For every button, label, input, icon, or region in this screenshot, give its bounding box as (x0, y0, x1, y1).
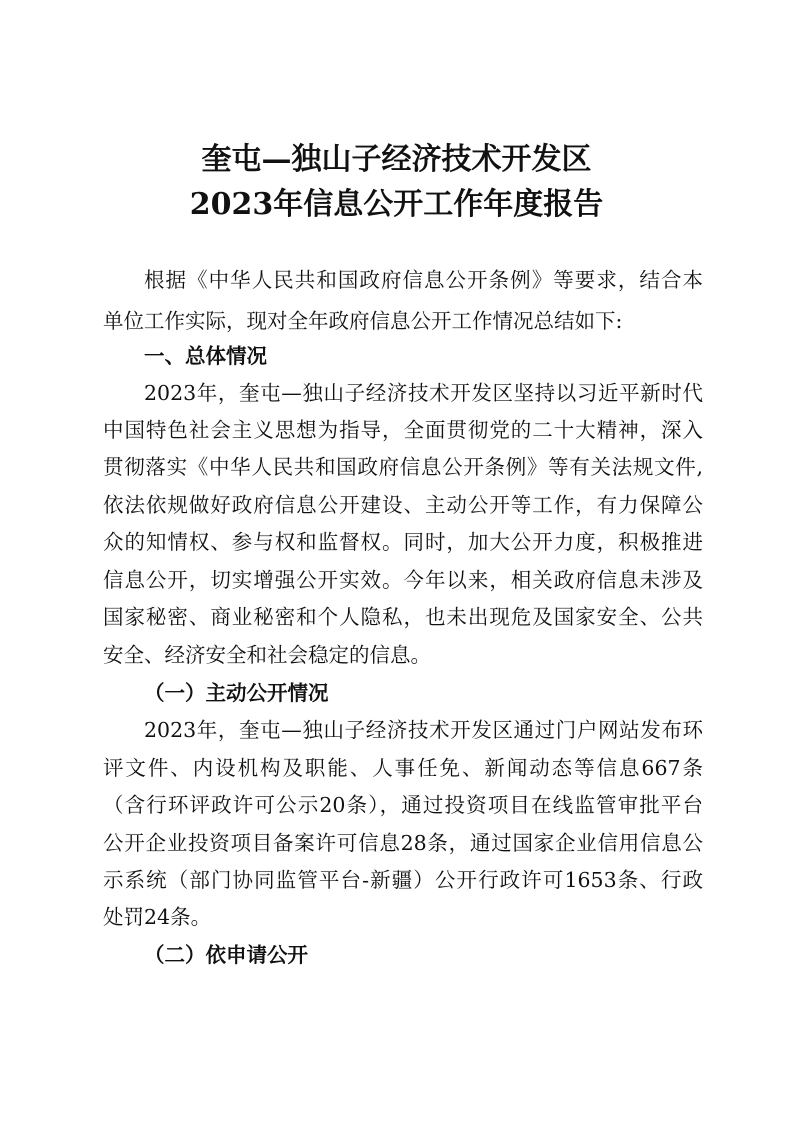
paragraph-line: 依法依规做好政府信息公开建设、主动公开等工作，有力保障公 (103, 493, 703, 517)
report-title-line-1: 奎屯—独山子经济技术开发区 (201, 142, 592, 177)
paragraph-line: 信息公开，切实增强公开实效。今年以来，相关政府信息未涉及 (103, 568, 703, 592)
paragraph-line: 国家秘密、商业秘密和个人隐私，也未出现危及国家安全、公共 (103, 605, 703, 629)
intro-line: 单位工作实际，现对全年政府信息公开工作情况总结如下: (103, 309, 623, 333)
paragraph-line: 示系统（部门协同监管平台-新疆）公开行政许可1653条、行政 (103, 868, 703, 892)
subsection-heading-proactive: （一）主动公开情况 (144, 681, 329, 705)
paragraph-line: 处罚24条。 (103, 905, 212, 929)
paragraph-line: 众的知情权、参与权和监督权。同时，加大公开力度，积极推进 (103, 530, 703, 554)
subsection-heading-on-request: （二）依申请公开 (144, 943, 308, 967)
intro-line: 根据《中华人民共和国政府信息公开条例》等要求，结合本 (144, 268, 703, 292)
paragraph-line: 2023年，奎屯—独山子经济技术开发区通过门户网站发布环 (144, 718, 703, 742)
paragraph-line: 贯彻落实《中华人民共和国政府信息公开条例》等有关法规文件, (103, 455, 703, 479)
paragraph-line: 评文件、内设机构及职能、人事任免、新闻动态等信息667条 (103, 756, 703, 780)
paragraph-line: （含行环评政许可公示20条），通过投资项目在线监管审批平台 (103, 793, 703, 817)
paragraph-line: 2023年，奎屯—独山子经济技术开发区坚持以习近平新时代 (144, 381, 703, 405)
section-heading-overview: 一、总体情况 (144, 344, 267, 368)
paragraph-line: 中国特色社会主义思想为指导，全面贯彻党的二十大精神，深入 (103, 418, 703, 442)
paragraph-line: 公开企业投资项目备案许可信息28条，通过国家企业信用信息公 (103, 831, 703, 855)
report-title-line-2: 2023年信息公开工作年度报告 (189, 187, 604, 222)
paragraph-line: 安全、经济安全和社会稳定的信息。 (103, 643, 431, 667)
